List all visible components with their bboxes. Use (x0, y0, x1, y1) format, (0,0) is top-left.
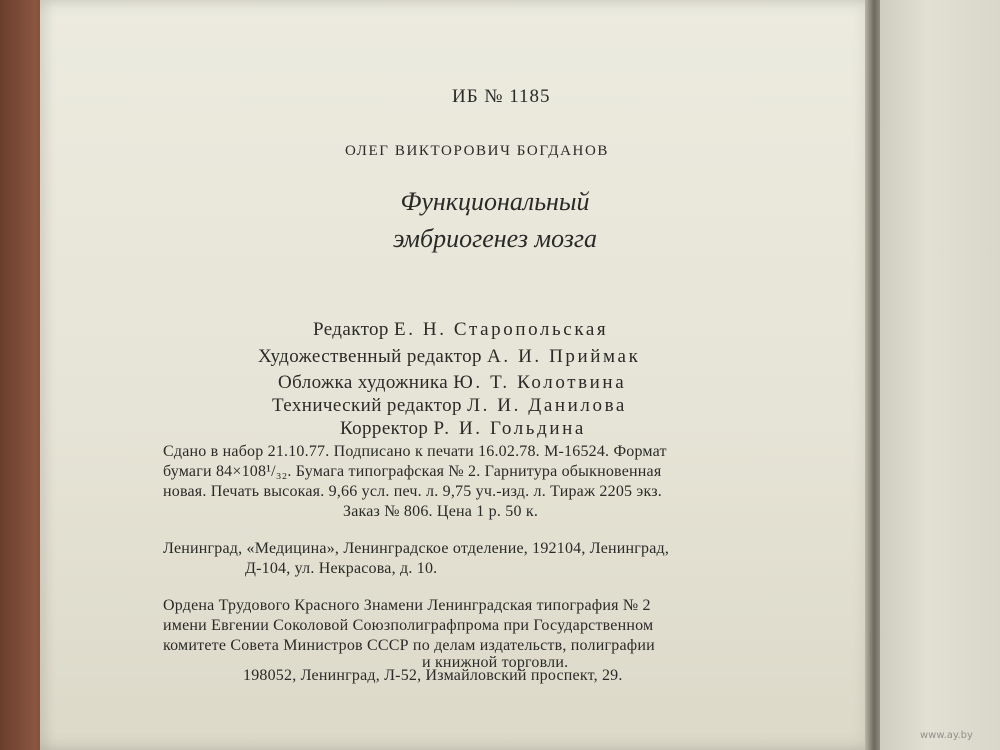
credit-role: Редактор (313, 319, 389, 340)
book-title-line-1: Функциональный (400, 187, 590, 216)
author-name: ОЛЕГ ВИКТОРОВИЧ БОГДАНОВ (345, 143, 610, 159)
credit-role: Корректор (340, 418, 429, 439)
credit-role: Технический редактор (272, 395, 462, 416)
credit-cover-artist (278, 372, 626, 394)
watermark: www.ay.by (920, 730, 973, 741)
print-info-line: новая. Печать высокая. 9,66 усл. печ. л. 9,75 уч.-изд. л. Тираж 2205 экз. (163, 483, 662, 500)
credit-role: Художественный редактор (258, 346, 482, 367)
publisher-address-line: Ленинград, «Медицина», Ленинградское отделение, 192104, Ленинград, (163, 540, 670, 557)
print-info-line: бумаги 84×108¹/₃₂. Бумага типографская № 2. Гарнитура обыкновенная (163, 463, 662, 480)
credit-person: А. И. Приймак (487, 346, 641, 367)
publisher-address-line: Д-104, ул. Некрасова, д. 10. (245, 560, 438, 577)
credit-person: Р. И. Гольдина (433, 418, 586, 439)
printer-info-line: Ордена Трудового Красного Знамени Ленинградская типография № 2 (163, 597, 651, 614)
credit-editor (313, 319, 608, 341)
facing-page (880, 0, 1000, 750)
printer-info-line: 198052, Ленинград, Л-52, Измайловский проспект, 29. (243, 667, 623, 684)
credit-person: Ю. Т. Колотвина (453, 372, 627, 393)
credit-technical-editor (272, 395, 627, 417)
credit-person: Е. Н. Старопольская (394, 319, 609, 340)
credit-art-editor (258, 346, 640, 368)
print-info-line: Сдано в набор 21.10.77. Подписано к печати 16.02.78. М-16524. Формат (163, 443, 667, 460)
printer-info-line: имени Евгении Соколовой Союзполиграфпрома при Государственном (163, 617, 654, 634)
credit-proofreader (340, 418, 586, 440)
printer-info-line: и книжной торговли. (422, 654, 569, 671)
ib-number: ИБ № 1185 (452, 86, 551, 107)
print-info-line: Заказ № 806. Цена 1 р. 50 к. (343, 503, 539, 520)
book-title-line-2: эмбриогенез мозга (392, 224, 598, 253)
credit-role: Обложка художника (278, 372, 449, 393)
credit-person: Л. И. Данилова (467, 395, 627, 416)
printer-info-line: комитете Совета Министров СССР по делам издательств, полиграфии (163, 637, 655, 654)
